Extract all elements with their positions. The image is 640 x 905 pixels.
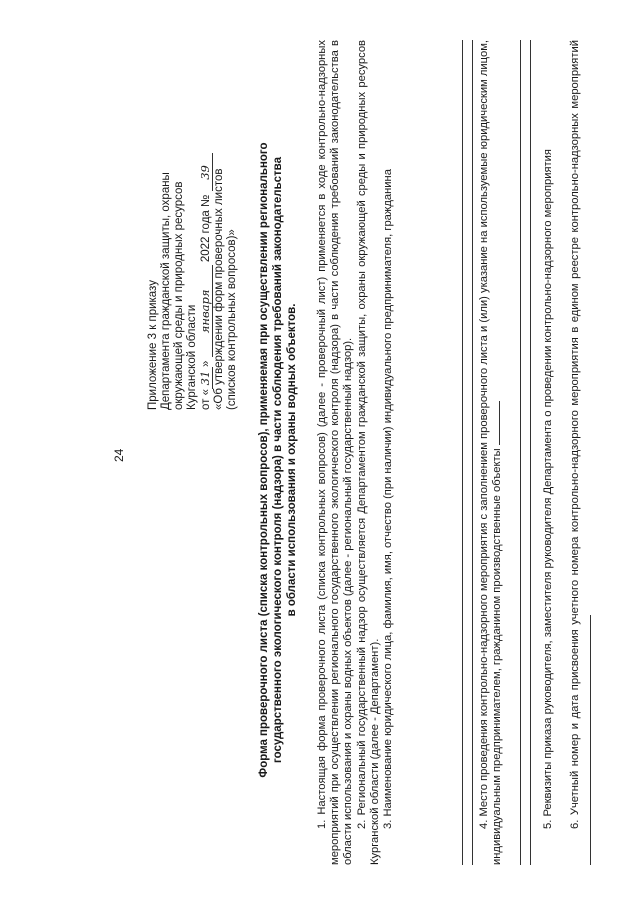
fill-line (499, 401, 500, 445)
paragraph-1: 1. Настоящая форма проверочного листа (списка контрольных вопросов) (далее - проверочный лист) применяется в ходе контрольно-надзорных мероприятий при осуществлении регионального государственного экологического контроля (надзора) в части соблюдения требований законодательства в области использования и охраны водных объектов (далее - региональный государственный надзор). (316, 40, 355, 865)
item-4 (478, 40, 504, 865)
fill-line (472, 40, 473, 865)
order-number-handwritten: 39 (199, 153, 213, 191)
item-6 (569, 40, 595, 865)
fill-line (520, 40, 521, 865)
appendix-date-line (199, 70, 213, 410)
appendix-header (147, 70, 239, 410)
appendix-line: Приложение 3 к приказу (147, 280, 159, 410)
fill-line (530, 40, 531, 865)
appendix-line: окружающей среды и природных ресурсов (173, 181, 185, 410)
title-line: в области использования и охраны водных объектов. (286, 303, 298, 617)
item-4-text: 4. Место проведения контрольно-надзорного мероприятия с заполнением проверочного листа и (или) указание на используемые юридическим лицом, индивидуальным предпринимателем, гражданином производственные объекты (478, 40, 504, 865)
paragraph-3: 3. Наименование юридического лица, фамилия, имя, отчество (при наличии) индивидуального предпринимателя, гражданина (382, 169, 395, 829)
body-paragraphs (316, 40, 395, 865)
date-mid: » (200, 360, 212, 367)
fill-line (590, 615, 591, 865)
item-5-text: 5. Реквизиты приказа руководителя, заместителя руководителя Департамента о проведении контрольно-надзорного мероприятия (542, 149, 554, 829)
date-prefix: от « (200, 388, 212, 410)
title-line: Форма проверочного листа (списка контрольных вопросов), применяемая при осуществлении регионального (258, 142, 270, 778)
appendix-line: (списков контрольных вопросов)» (226, 229, 238, 410)
date-year: 2022 года № (200, 194, 212, 263)
paragraph-2: 2. Региональный государственный надзор осуществляется Департаментом гражданской защиты, охраны окружающей среды и природных ресурсов Курганской области (далее - Департамент). (355, 40, 381, 865)
appendix-line: Курганской области (186, 304, 198, 410)
item-6-text: 6. Учетный номер и дата присвоения учетного номера контрольно-надзорного мероприятия в едином реестре контрольно-надзорных мероприятий (569, 40, 581, 829)
fill-line (462, 40, 463, 865)
item-5 (542, 40, 555, 865)
document-title (257, 115, 299, 805)
date-month-handwritten: января (199, 265, 213, 357)
page-number: 24 (112, 448, 126, 462)
date-day-handwritten: 31 (199, 367, 213, 389)
title-line: государственного экологического контроля (надзора) в части соблюдения требований законодательства (272, 157, 284, 764)
appendix-line: Департамента гражданской защиты, охраны (160, 172, 172, 410)
appendix-line: «Об утверждении форм проверочных листов (213, 168, 225, 410)
